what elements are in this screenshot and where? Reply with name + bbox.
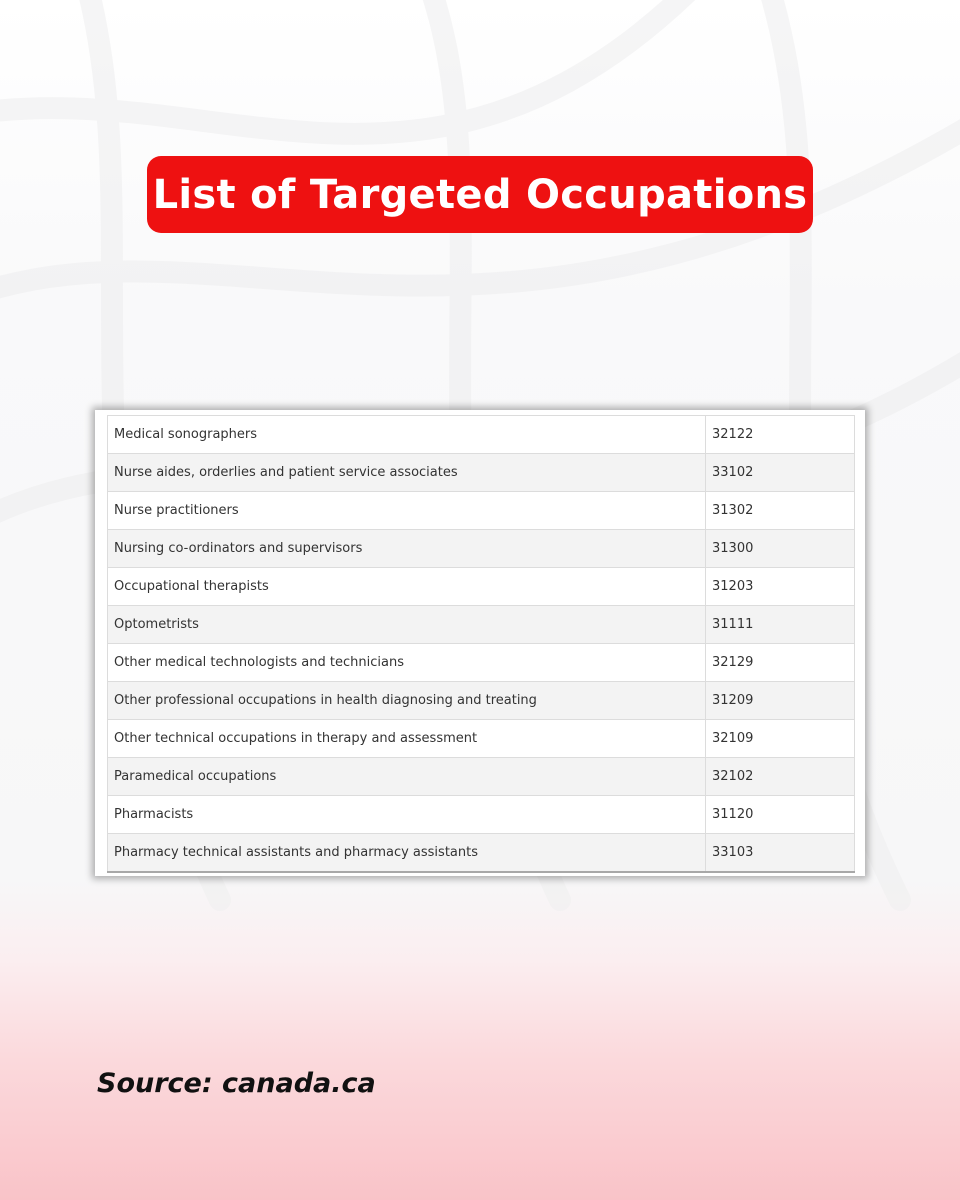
- table-row: [108, 454, 855, 492]
- page-title: List of Targeted Occupations: [152, 171, 808, 218]
- noc-code-cell: 31120: [706, 796, 855, 834]
- table-row: [108, 416, 855, 454]
- occupation-cell: Nursing co-ordinators and supervisors: [108, 530, 706, 568]
- table-row: [108, 644, 855, 682]
- table-row: [108, 834, 855, 873]
- table-row: [108, 606, 855, 644]
- table-row: [108, 720, 855, 758]
- occupations-table-card: [95, 410, 865, 876]
- occupations-table: [107, 415, 855, 873]
- occupation-cell: Nurse practitioners: [108, 492, 706, 530]
- occupation-cell: Occupational therapists: [108, 568, 706, 606]
- occupation-cell: Paramedical occupations: [108, 758, 706, 796]
- table-row: [108, 492, 855, 530]
- source-credit: Source: canada.ca: [97, 1068, 376, 1099]
- table-row: [108, 682, 855, 720]
- noc-code-cell: 32129: [706, 644, 855, 682]
- noc-code-cell: 31302: [706, 492, 855, 530]
- noc-code-cell: 31209: [706, 682, 855, 720]
- noc-code-cell: 31203: [706, 568, 855, 606]
- noc-code-cell: 32122: [706, 416, 855, 454]
- occupation-cell: Pharmacy technical assistants and pharmacy assistants: [108, 834, 706, 873]
- noc-code-cell: 33102: [706, 454, 855, 492]
- title-banner: [147, 156, 813, 233]
- occupation-cell: Other professional occupations in health diagnosing and treating: [108, 682, 706, 720]
- noc-code-cell: 32109: [706, 720, 855, 758]
- table-row: [108, 758, 855, 796]
- noc-code-cell: 33103: [706, 834, 855, 873]
- table-row: [108, 796, 855, 834]
- occupation-cell: Pharmacists: [108, 796, 706, 834]
- occupation-cell: Other medical technologists and technicians: [108, 644, 706, 682]
- table-row: [108, 530, 855, 568]
- noc-code-cell: 31300: [706, 530, 855, 568]
- occupation-cell: Medical sonographers: [108, 416, 706, 454]
- occupation-cell: Nurse aides, orderlies and patient service associates: [108, 454, 706, 492]
- noc-code-cell: 31111: [706, 606, 855, 644]
- occupation-cell: Other technical occupations in therapy and assessment: [108, 720, 706, 758]
- table-row: [108, 568, 855, 606]
- noc-code-cell: 32102: [706, 758, 855, 796]
- occupation-cell: Optometrists: [108, 606, 706, 644]
